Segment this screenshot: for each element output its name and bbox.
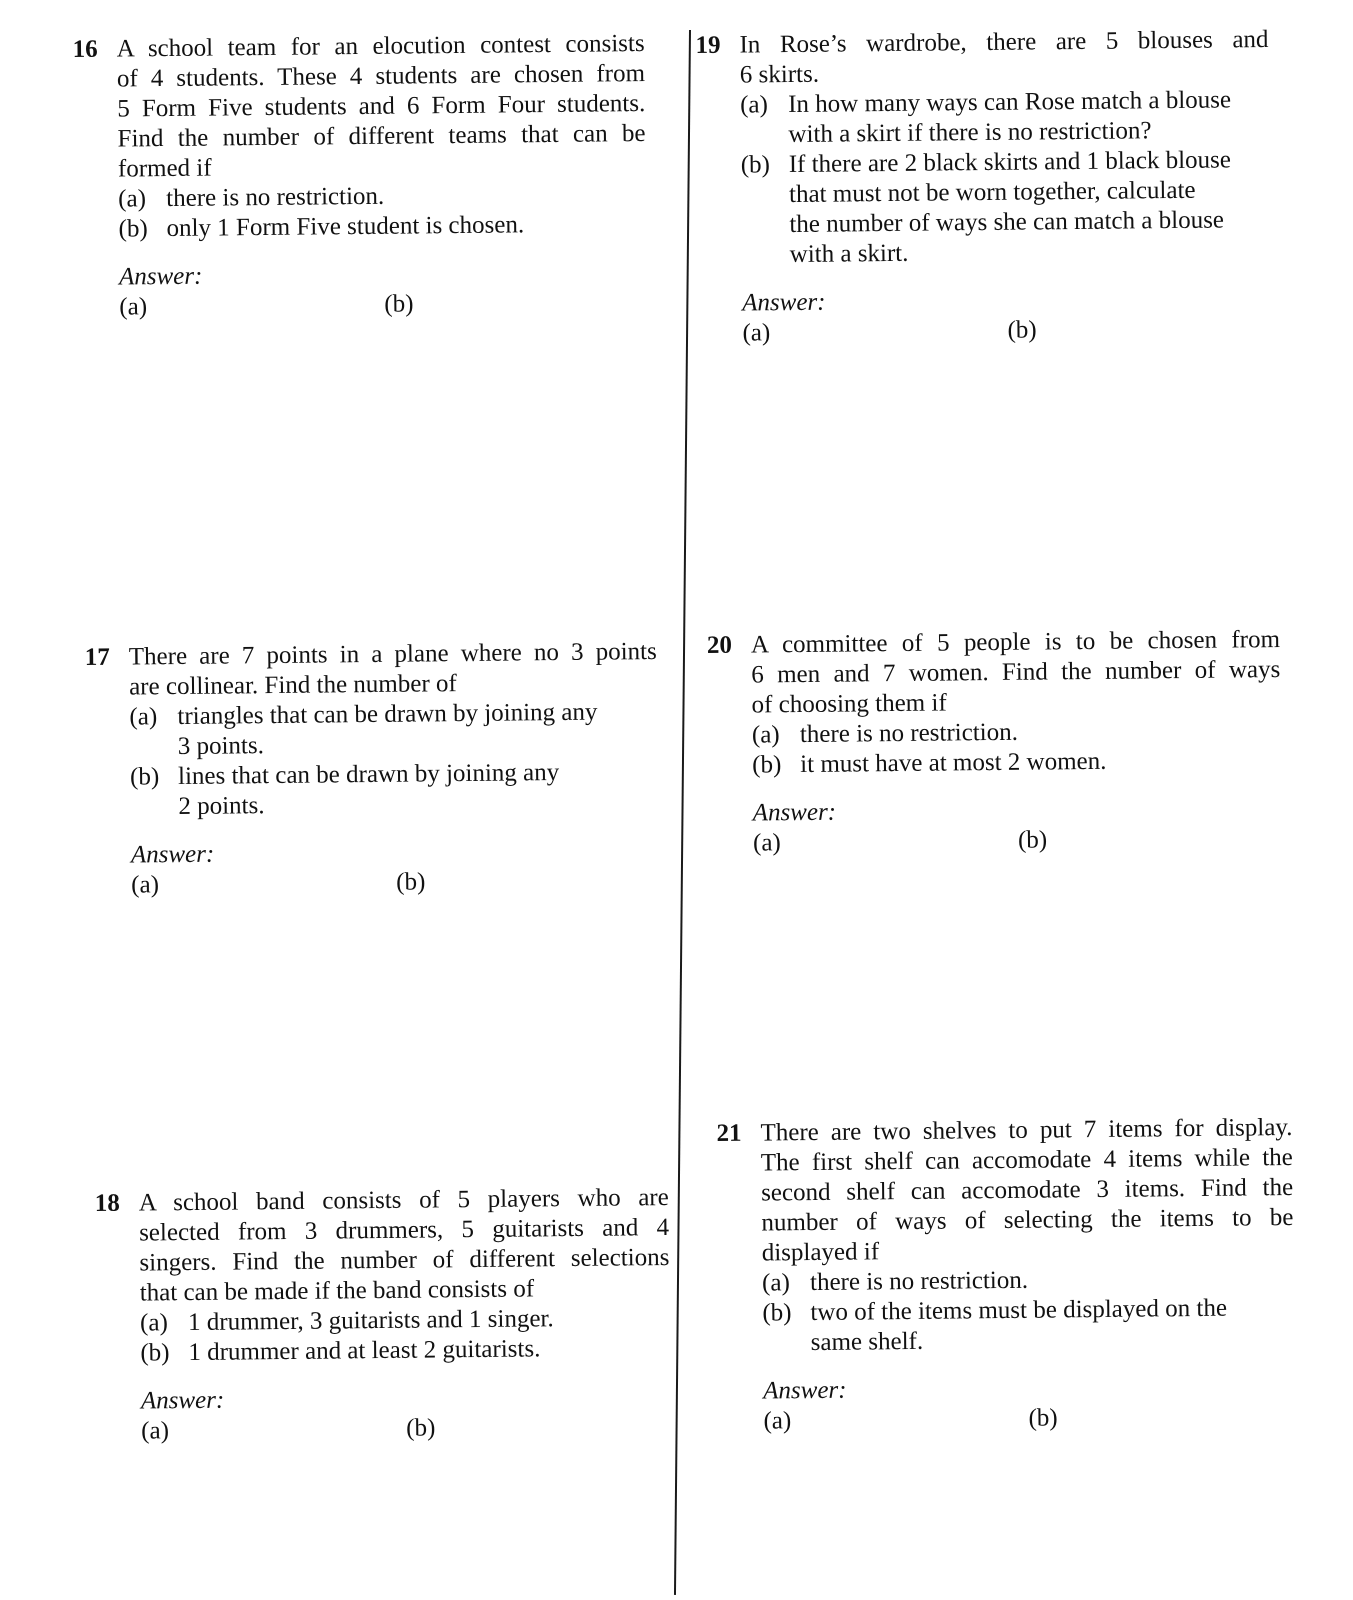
stem-line: A committee of 5 people is to be chosen from bbox=[750, 626, 1281, 659]
stem-line: second shelf can accomodate 3 items. Find the bbox=[760, 1173, 1294, 1207]
stem-line: There are 7 points in a plane where no 3 points bbox=[128, 638, 657, 671]
answer-block bbox=[742, 283, 1272, 349]
part-label: (a) bbox=[129, 703, 158, 731]
part-b bbox=[741, 145, 1271, 271]
part-line: triangles that can be drawn by joining any bbox=[177, 698, 598, 731]
stem-line: formed if bbox=[117, 154, 212, 183]
answer-b-label: (b) bbox=[1017, 826, 1048, 854]
question-17 bbox=[85, 637, 660, 901]
part-line: 1 drummer and at least 2 guitarists. bbox=[188, 1335, 541, 1367]
stem-line: are collinear. Find the number of bbox=[128, 670, 457, 701]
question-number: 17 bbox=[84, 643, 110, 672]
part-label: (a) bbox=[118, 185, 147, 213]
question-16 bbox=[73, 29, 648, 323]
part-line: there is no restriction. bbox=[799, 718, 1019, 749]
stem-line: that can be made if the band consists of bbox=[139, 1275, 535, 1307]
part-label: (a) bbox=[739, 91, 769, 119]
stem-line: Find the number of different teams that can be bbox=[117, 120, 646, 153]
question-stem bbox=[139, 1183, 670, 1309]
stem-line: selected from 3 drummers, 5 guitarists and 4 bbox=[138, 1214, 670, 1247]
answer-block bbox=[119, 257, 648, 323]
part-line: there is no restriction. bbox=[809, 1266, 1029, 1297]
part-line: it must have at most 2 women. bbox=[800, 747, 1107, 779]
answer-b-label: (b) bbox=[396, 868, 426, 896]
part-a bbox=[740, 85, 1270, 151]
question-stem bbox=[751, 625, 1281, 721]
stem-line: number of ways of selecting the items to be bbox=[761, 1203, 1294, 1237]
stem-line: The first shelf can accomodate 4 items while the bbox=[760, 1143, 1293, 1177]
answer-label: Answer: bbox=[130, 840, 215, 869]
answer-label: Answer: bbox=[752, 798, 837, 827]
question-number: 21 bbox=[716, 1119, 742, 1148]
part-b bbox=[762, 1293, 1295, 1359]
answer-a-label: (a) bbox=[131, 871, 160, 899]
part-line: with a skirt if there is no restriction? bbox=[788, 117, 1152, 149]
part-line: that must not be worn together, calculate bbox=[788, 176, 1196, 209]
part-line: 1 drummer, 3 guitarists and 1 singer. bbox=[187, 1305, 554, 1337]
part-label: (b) bbox=[762, 1299, 792, 1327]
part-label: (b) bbox=[752, 751, 782, 779]
part-line: 2 points. bbox=[178, 792, 265, 821]
answer-b-label: (b) bbox=[406, 1414, 436, 1442]
part-line: If there are 2 black skirts and 1 black blouse bbox=[788, 146, 1232, 179]
stem-line: of 4 students. These 4 students are chosen from bbox=[116, 60, 646, 93]
stem-line: A school team for an elocution contest consists bbox=[116, 30, 645, 63]
part-line: lines that can be drawn by joining any bbox=[177, 759, 560, 791]
part-line: there is no restriction. bbox=[166, 182, 385, 213]
part-label: (a) bbox=[751, 721, 780, 749]
stem-line: In Rose’s wardrobe, there are 5 blouses and bbox=[739, 26, 1269, 59]
answer-a-label: (a) bbox=[752, 829, 781, 857]
part-line: the number of ways she can match a blouse bbox=[789, 206, 1225, 239]
part-line: 3 points. bbox=[177, 732, 265, 761]
part-b bbox=[752, 745, 1281, 781]
question-19 bbox=[695, 25, 1271, 349]
answer-label: Answer: bbox=[763, 1376, 847, 1405]
part-label: (a) bbox=[139, 1309, 168, 1337]
part-a bbox=[129, 697, 658, 763]
question-number: 16 bbox=[72, 35, 98, 64]
answer-b-label: (b) bbox=[384, 290, 414, 318]
question-stem bbox=[760, 1113, 1294, 1269]
stem-line: A school band consists of 5 players who are bbox=[138, 1184, 669, 1217]
question-number: 18 bbox=[94, 1189, 120, 1218]
stem-line: of choosing them if bbox=[751, 689, 947, 719]
stem-line: There are two shelves to put 7 items for display. bbox=[760, 1113, 1293, 1147]
answer-a-label: (a) bbox=[119, 293, 148, 321]
stem-line: displayed if bbox=[761, 1238, 880, 1267]
part-label: (a) bbox=[761, 1269, 790, 1297]
answer-a-label: (a) bbox=[141, 1417, 170, 1445]
part-line: with a skirt. bbox=[789, 239, 909, 269]
question-number: 19 bbox=[695, 31, 721, 60]
part-line: In how many ways can Rose match a blouse bbox=[787, 86, 1232, 119]
answer-block bbox=[753, 793, 1283, 859]
part-b bbox=[140, 1333, 670, 1369]
part-line: only 1 Form Five student is chosen. bbox=[166, 211, 525, 243]
question-number: 20 bbox=[706, 631, 733, 660]
part-line: same shelf. bbox=[810, 1327, 924, 1357]
question-18 bbox=[95, 1183, 672, 1447]
stem-line: 5 Form Five students and 6 Form Four students. bbox=[117, 90, 646, 123]
part-b bbox=[118, 209, 646, 245]
question-20 bbox=[707, 625, 1282, 859]
answer-label: Answer: bbox=[140, 1386, 225, 1415]
answer-label: Answer: bbox=[742, 288, 826, 317]
stem-line: singers. Find the number of different selections bbox=[139, 1243, 670, 1277]
question-stem bbox=[117, 29, 647, 185]
question-21 bbox=[716, 1113, 1295, 1437]
answer-b-label: (b) bbox=[1007, 316, 1037, 344]
answer-a-label: (a) bbox=[742, 319, 771, 347]
answer-label: Answer: bbox=[118, 262, 203, 291]
question-stem bbox=[739, 25, 1269, 91]
part-label: (b) bbox=[129, 763, 160, 791]
stem-line: 6 men and 7 women. Find the number of ways bbox=[751, 656, 1281, 689]
stem-line: 6 skirts. bbox=[739, 60, 820, 89]
question-stem bbox=[129, 637, 658, 703]
answer-block bbox=[763, 1371, 1296, 1437]
part-label: (b) bbox=[740, 151, 771, 179]
part-b bbox=[130, 757, 659, 823]
part-label: (b) bbox=[118, 215, 148, 243]
part-line: two of the items must be displayed on the bbox=[810, 1294, 1228, 1327]
answer-block bbox=[141, 1381, 672, 1447]
column-divider bbox=[674, 30, 691, 1595]
answer-b-label: (b) bbox=[1028, 1404, 1058, 1432]
answer-block bbox=[131, 835, 660, 901]
answer-a-label: (a) bbox=[763, 1407, 792, 1435]
part-label: (b) bbox=[140, 1339, 170, 1367]
